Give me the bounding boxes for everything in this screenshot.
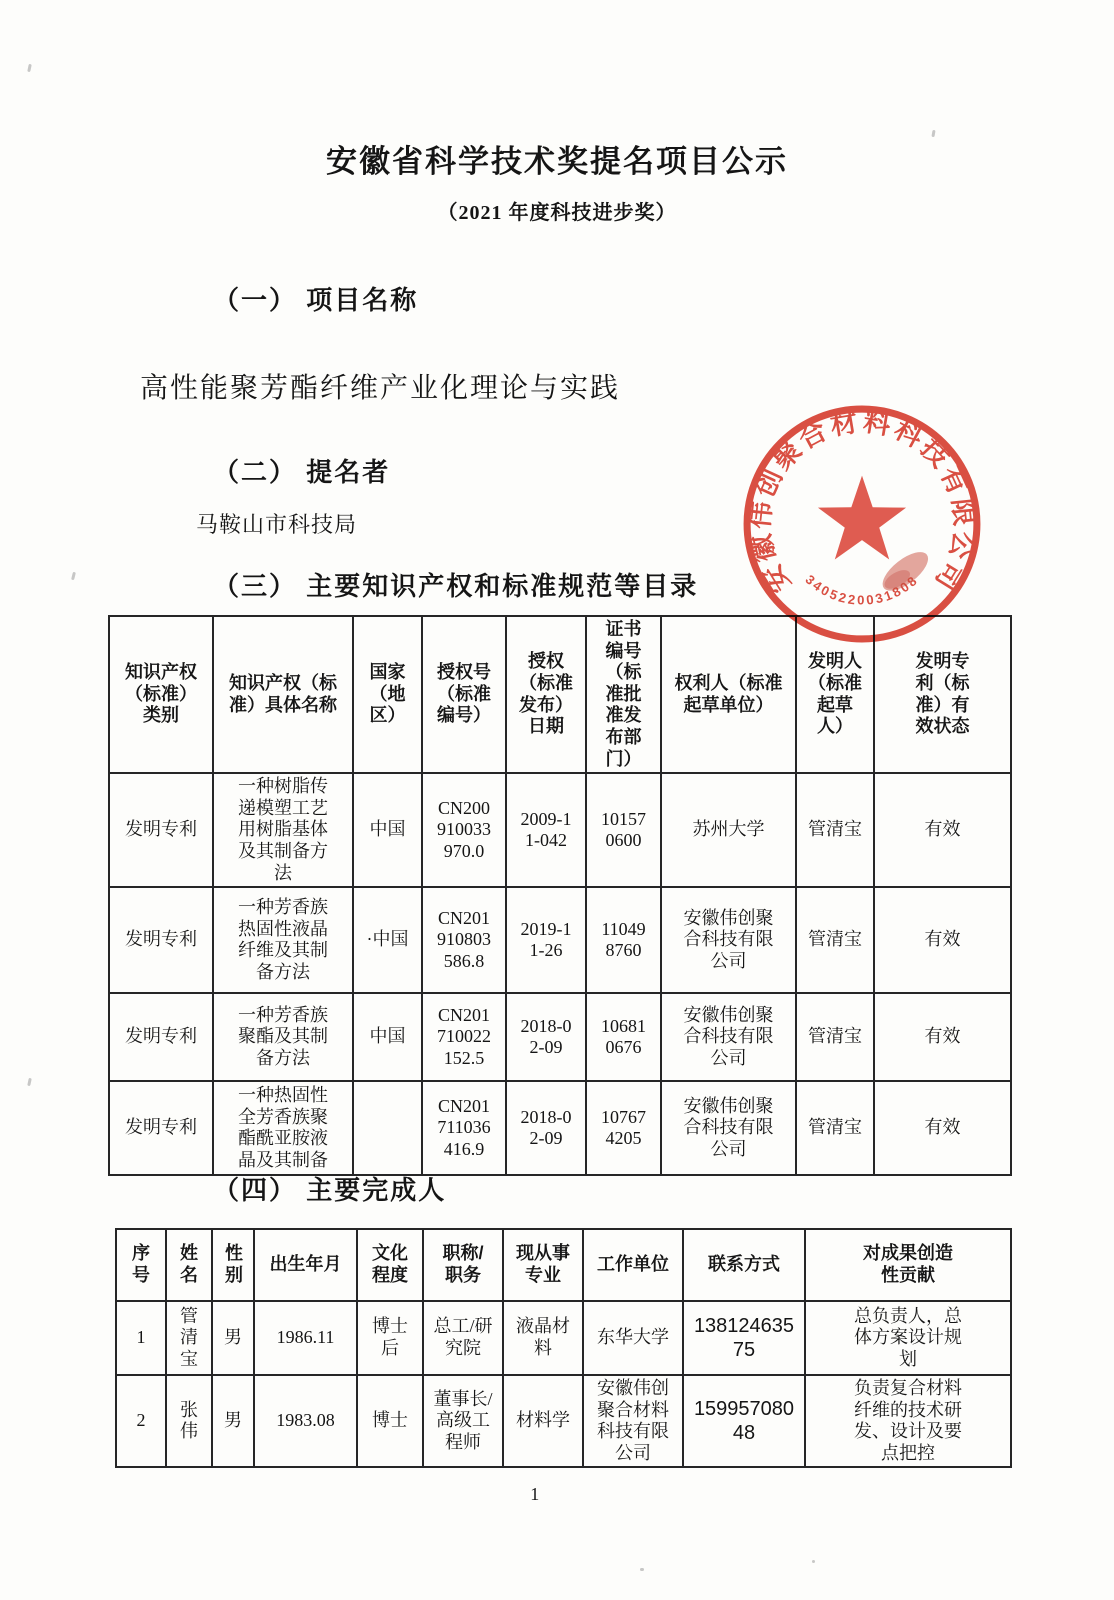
seal-ring — [747, 409, 977, 639]
header-cell: 职称/职务 — [423, 1229, 503, 1301]
cell: 15995708048 — [683, 1375, 805, 1467]
seal-smudge-2 — [882, 566, 913, 592]
cell: 博士 — [357, 1375, 423, 1467]
header-cell: 出生年月 — [254, 1229, 357, 1301]
cell: 有效 — [874, 887, 1011, 993]
header-cell: 发明专利（标准）有效状态 — [874, 616, 1011, 773]
cell: 1983.08 — [254, 1375, 357, 1467]
cell: 一种芳香族聚酯及其制备方法 — [213, 993, 353, 1081]
section-heading-nominator: （二） 提名者 — [213, 457, 391, 487]
header-cell: 姓名 — [166, 1229, 212, 1301]
cell: 107674205 — [586, 1081, 661, 1175]
cell: 安徽伟创聚合科技有限公司 — [661, 993, 796, 1081]
table-row — [109, 887, 1011, 993]
header-cell: 授权号（标准编号） — [422, 616, 506, 773]
people-table-header-row — [116, 1229, 1011, 1301]
page-subtitle: （2021 年度科技进步奖） — [437, 202, 677, 224]
cell: ·中国 — [353, 887, 422, 993]
cell: 管清宝 — [796, 773, 874, 887]
cell: 液晶材料 — [503, 1301, 583, 1375]
company-seal-stamp — [736, 398, 988, 650]
table-row — [116, 1301, 1011, 1375]
cell: 一种树脂传递模塑工艺用树脂基体及其制备方法 — [213, 773, 353, 887]
scan-artifact — [640, 1568, 644, 1571]
cell: 2 — [116, 1375, 166, 1467]
cell: 有效 — [874, 993, 1011, 1081]
cell: 有效 — [874, 773, 1011, 887]
page-number: 1 — [530, 1484, 540, 1504]
cell: 张伟 — [166, 1375, 212, 1467]
cell: 有效 — [874, 1081, 1011, 1175]
cell: 男 — [212, 1375, 254, 1467]
cell: 一种芳香族热固性液晶纤维及其制备方法 — [213, 887, 353, 993]
header-cell: 发明人（标准起草人） — [796, 616, 874, 773]
header-cell: 序号 — [116, 1229, 166, 1301]
cell: 发明专利 — [109, 887, 213, 993]
cell: 董事长/高级工程师 — [423, 1375, 503, 1467]
table-row — [109, 1081, 1011, 1175]
cell: 材料学 — [503, 1375, 583, 1467]
people-table-container — [115, 1228, 1012, 1468]
cell: 13812463575 — [683, 1301, 805, 1375]
people-table — [115, 1228, 1012, 1468]
cell: 一种热固性全芳香族聚酯酰亚胺液晶及其制备 — [213, 1081, 353, 1175]
cell: 110498760 — [586, 887, 661, 993]
cell: 总工/研究院 — [423, 1301, 503, 1375]
seal-company-text: 安徽伟创聚合材料科技有限公司 — [743, 405, 981, 599]
header-cell: 文化程度 — [357, 1229, 423, 1301]
seal-star-icon — [818, 476, 906, 560]
header-cell: 工作单位 — [583, 1229, 683, 1301]
nominator-name: 马鞍山市科技局 — [196, 512, 358, 537]
cell: 1 — [116, 1301, 166, 1375]
cell: CN201710022152.5 — [422, 993, 506, 1081]
cell: 101570600 — [586, 773, 661, 887]
cell: 管清宝 — [796, 887, 874, 993]
scan-artifact — [812, 1560, 815, 1563]
cell: CN200910033970.0 — [422, 773, 506, 887]
header-cell: 现从事专业 — [503, 1229, 583, 1301]
cell: 管清宝 — [166, 1301, 212, 1375]
header-cell: 权利人（标准起草单位） — [661, 616, 796, 773]
ip-table-container — [108, 615, 1012, 1176]
header-cell: 国家（地区） — [353, 616, 422, 773]
cell: 2019-11-26 — [506, 887, 586, 993]
cell: CN201711036416.9 — [422, 1081, 506, 1175]
cell: 东华大学 — [583, 1301, 683, 1375]
cell: 发明专利 — [109, 1081, 213, 1175]
cell: 1986.11 — [254, 1301, 357, 1375]
cell: 博士后 — [357, 1301, 423, 1375]
cell: 安徽伟创聚合科技有限公司 — [661, 1081, 796, 1175]
scan-artifact — [27, 1078, 32, 1086]
table-row — [116, 1375, 1011, 1467]
header-cell: 联系方式 — [683, 1229, 805, 1301]
seal-serial-text: 3405220031808 — [802, 571, 922, 608]
header-cell: 知识产权（标准）具体名称 — [213, 616, 353, 773]
cell: 发明专利 — [109, 773, 213, 887]
cell: CN201910803586.8 — [422, 887, 506, 993]
header-cell: 知识产权（标准）类别 — [109, 616, 213, 773]
cell — [353, 1081, 422, 1175]
header-cell: 授权（标准发布）日期 — [506, 616, 586, 773]
header-cell: 性别 — [212, 1229, 254, 1301]
cell: 2018-02-09 — [506, 1081, 586, 1175]
table-row — [109, 993, 1011, 1081]
section-heading-completers: （四） 主要完成人 — [213, 1175, 447, 1205]
cell: 中国 — [353, 773, 422, 887]
cell: 安徽伟创聚合科技有限公司 — [661, 887, 796, 993]
scan-artifact — [71, 572, 76, 580]
project-name: 高性能聚芳酯纤维产业化理论与实践 — [140, 373, 621, 404]
page-title: 安徽省科学技术奖提名项目公示 — [326, 144, 788, 179]
scan-artifact — [27, 64, 32, 72]
cell: 总负责人，总体方案设计规划 — [805, 1301, 1011, 1375]
ip-table-header-row — [109, 616, 1011, 773]
seal-smudge — [876, 545, 934, 598]
cell: 2009-11-042 — [506, 773, 586, 887]
cell: 2018-02-09 — [506, 993, 586, 1081]
section-heading-project-name: （一） 项目名称 — [213, 285, 419, 315]
cell: 发明专利 — [109, 993, 213, 1081]
header-cell: 证书编号（标准批准发布部门） — [586, 616, 661, 773]
cell: 男 — [212, 1301, 254, 1375]
cell: 负责复合材料纤维的技术研发、设计及要点把控 — [805, 1375, 1011, 1467]
ip-table — [108, 615, 1012, 1176]
header-cell: 对成果创造性贡献 — [805, 1229, 1011, 1301]
cell: 苏州大学 — [661, 773, 796, 887]
cell: 安徽伟创聚合材料科技有限公司 — [583, 1375, 683, 1467]
cell: 管清宝 — [796, 993, 874, 1081]
cell: 中国 — [353, 993, 422, 1081]
cell: 106810676 — [586, 993, 661, 1081]
section-heading-ip-catalog: （三） 主要知识产权和标准规范等目录 — [213, 571, 699, 601]
table-row — [109, 773, 1011, 887]
cell: 管清宝 — [796, 1081, 874, 1175]
